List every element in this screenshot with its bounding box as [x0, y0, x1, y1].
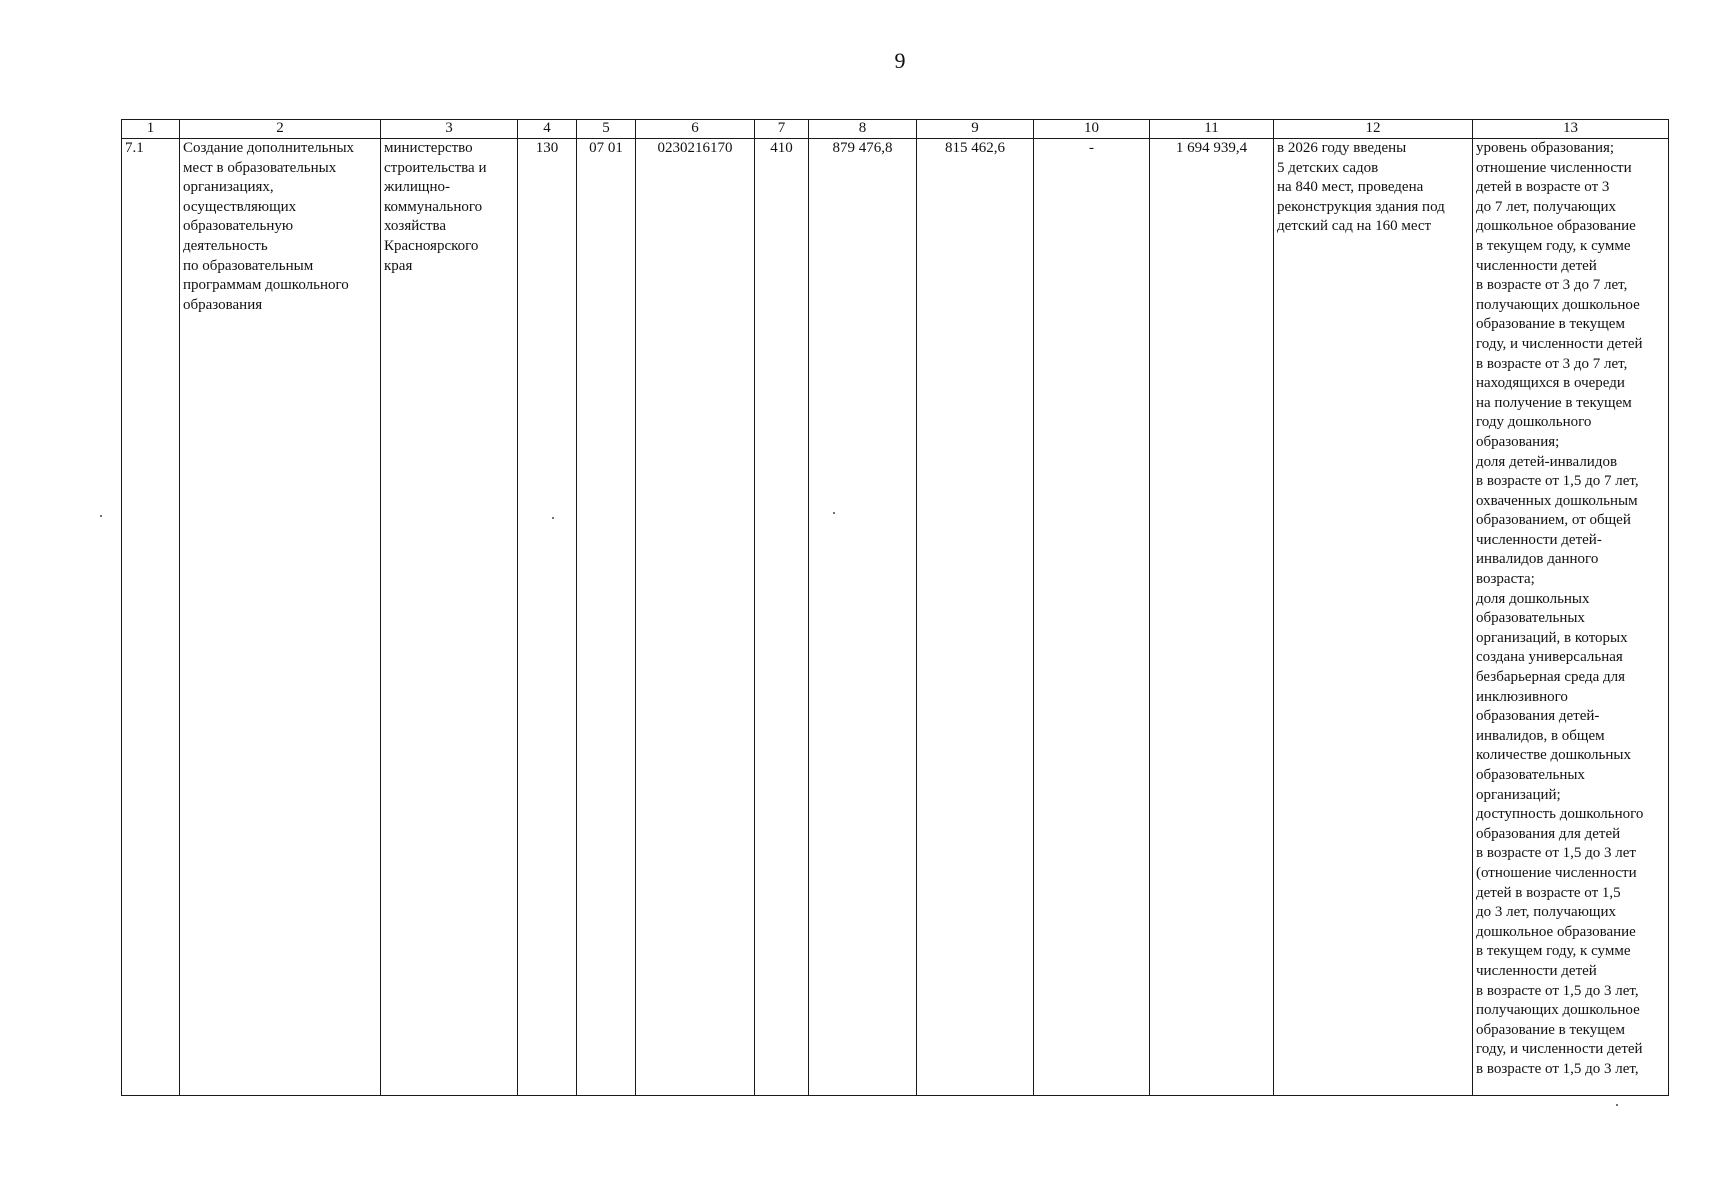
col-header-6: 6 — [636, 120, 755, 139]
scan-speck — [1616, 1104, 1618, 1106]
col-header-8: 8 — [809, 120, 917, 139]
cell-col-11: 1 694 939,4 — [1150, 139, 1274, 1096]
col-header-7: 7 — [755, 120, 809, 139]
col-header-2: 2 — [180, 120, 381, 139]
scan-speck — [100, 515, 102, 517]
cell-col-9: 815 462,6 — [917, 139, 1034, 1096]
col-header-5: 5 — [577, 120, 636, 139]
col-header-9: 9 — [917, 120, 1034, 139]
expected-result: в 2026 году введены 5 детских садов на 840 мест, проведена реконструкция здания под детский сад на 160 мест — [1274, 139, 1473, 1096]
col-header-1: 1 — [122, 120, 180, 139]
col-header-13: 13 — [1473, 120, 1669, 139]
cell-col-7: 410 — [755, 139, 809, 1096]
col-header-11: 11 — [1150, 120, 1274, 139]
table-row — [122, 139, 1669, 1096]
row-number: 7.1 — [122, 139, 180, 1096]
col-header-4: 4 — [518, 120, 577, 139]
cell-col-5: 07 01 — [577, 139, 636, 1096]
col-header-3: 3 — [381, 120, 518, 139]
responsible-executor: министерство строительства и жилищно- коммунального хозяйства Красноярского края — [381, 139, 518, 1096]
header-row — [122, 120, 1669, 139]
target-indicators: уровень образования; отношение численности детей в возрасте от 3 до 7 лет, получающих дошкольное образование в текущем году, к сумме численности детей в возрасте от 3 до 7 лет, получающих дошкольное образование в текущем году, и численности детей в возрасте от 3 до 7 лет, находящихся в очереди на получение в текущем году дошкольного образования; доля детей-инвалидов в возрасте от 1,5 до 7 лет, охваченных дошкольным образованием, от общей численности детей- инвалидов данного возраста; доля дошкольных образовательных организаций, в которых создана универсальная безбарьерная среда для инклюзивного образования детей- инвалидов, в общем количестве дошкольных образовательных организаций; доступность дошкольного образования для детей в возрасте от 1,5 до 3 лет (отношение численности детей в возрасте от 1,5 до 3 лет, получающих дошкольное образование в текущем году, к сумме численности детей в возрасте от 1,5 до 3 лет, получающих дошкольное образование в текущем году, и численности детей в возрасте от 1,5 до 3 лет, — [1473, 139, 1669, 1096]
scan-speck — [833, 512, 835, 514]
cell-col-4: 130 — [518, 139, 577, 1096]
scan-speck — [552, 517, 554, 519]
col-header-12: 12 — [1274, 120, 1473, 139]
cell-col-6: 0230216170 — [636, 139, 755, 1096]
program-measures-table — [121, 119, 1669, 1096]
page-number: 9 — [894, 48, 906, 73]
cell-col-10: - — [1034, 139, 1150, 1096]
measure-name: Создание дополнительных мест в образовательных организациях, осуществляющих образовательную деятельность по образовательным программам дошкольного образования — [180, 139, 381, 1096]
cell-col-8: 879 476,8 — [809, 139, 917, 1096]
col-header-10: 10 — [1034, 120, 1150, 139]
